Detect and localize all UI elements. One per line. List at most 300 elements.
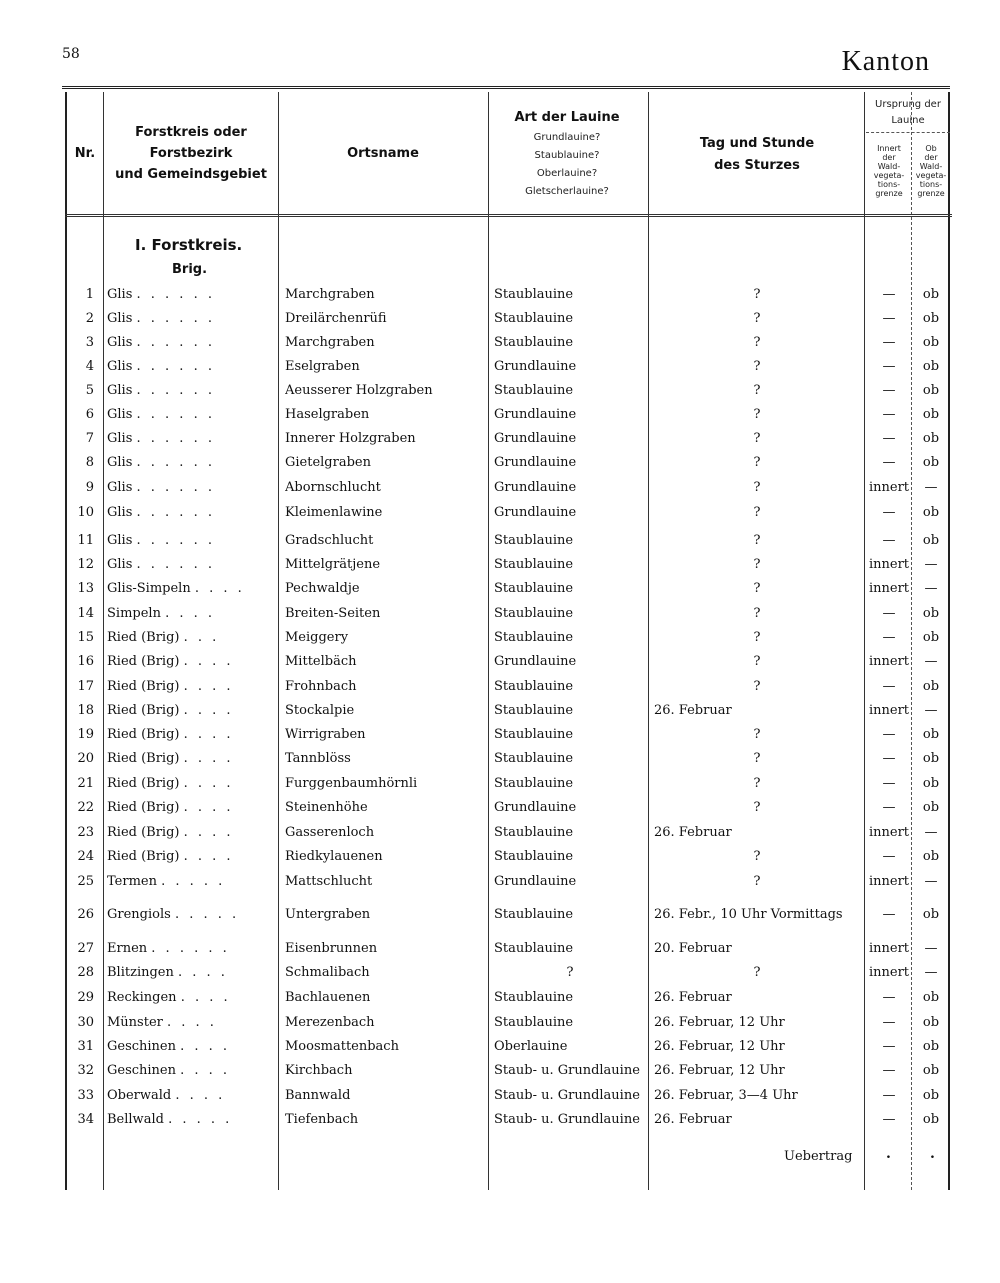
- cell-innert: —: [882, 679, 896, 694]
- cell-ortsname: Mittelgrätjene: [285, 557, 381, 572]
- cell-forstbezirk-name: Glis: [107, 335, 133, 350]
- cell-ortsname: Gradschlucht: [285, 533, 374, 548]
- table-row: [0, 748, 1000, 770]
- cell-nr: 29: [77, 990, 94, 1005]
- cell-tag: ?: [753, 335, 761, 350]
- cell-forstbezirk-name: Ried (Brig): [107, 800, 180, 815]
- cell-forstbezirk: [107, 284, 273, 306]
- header-separator: [65, 214, 952, 217]
- cell-ob: —: [924, 703, 938, 718]
- leader-dots: . . . .: [178, 965, 228, 980]
- cell-ortsname: Abornschlucht: [285, 480, 381, 495]
- cell-innert: —: [882, 287, 896, 302]
- cell-ortsname: Pechwaldje: [285, 581, 360, 596]
- cell-ortsname: Kirchbach: [285, 1063, 353, 1078]
- cell-forstbezirk: [107, 1060, 273, 1082]
- cell-forstbezirk: [107, 938, 273, 960]
- cell-tag: ?: [753, 407, 761, 422]
- cell-ob: ob: [922, 383, 940, 398]
- cell-innert: —: [882, 1063, 896, 1078]
- cell-nr: 17: [77, 679, 94, 694]
- leader-dots: . . . .: [194, 581, 245, 596]
- header-innert-line: grenze: [875, 189, 903, 198]
- cell-art: Staublauine: [494, 630, 574, 645]
- cell-innert: —: [882, 1088, 896, 1103]
- cell-ob: ob: [922, 849, 940, 864]
- leader-dots: . . . . . .: [136, 480, 215, 495]
- cell-forstbezirk: [107, 700, 273, 722]
- cell-art: Staublauine: [494, 727, 574, 742]
- cell-nr: 25: [77, 874, 94, 889]
- cell-art: Oberlauine: [494, 1039, 568, 1054]
- uebertrag-label: Uebertrag: [784, 1149, 853, 1164]
- leader-dots: . . . .: [165, 606, 216, 621]
- cell-art: Grundlauine: [494, 431, 577, 446]
- cell-forstbezirk: [107, 1036, 273, 1058]
- header-ob-line: grenze: [917, 189, 945, 198]
- cell-ortsname: Riedkylauenen: [285, 849, 383, 864]
- cell-forstbezirk: [107, 502, 273, 524]
- cell-nr: 12: [77, 557, 94, 572]
- leader-dots: . . . . . .: [136, 455, 215, 470]
- cell-forstbezirk-name: Glis: [107, 480, 133, 495]
- cell-ob: ob: [922, 455, 940, 470]
- cell-ortsname: Stockalpie: [285, 703, 355, 718]
- cell-tag: ?: [753, 311, 761, 326]
- table-row: [0, 1085, 1000, 1107]
- cell-forstbezirk: [107, 724, 273, 746]
- cell-art: Staub- u. Grundlauine: [494, 1063, 640, 1078]
- cell-art: Staublauine: [494, 383, 574, 398]
- cell-art: Staublauine: [494, 287, 574, 302]
- header-ursprung-line: Lauine: [891, 115, 925, 126]
- leader-dots: . . . .: [167, 1015, 217, 1030]
- cell-ob: ob: [922, 359, 940, 374]
- cell-nr: 11: [77, 533, 94, 548]
- cell-tag: ?: [753, 849, 761, 864]
- header-ursprung-rule: [866, 132, 950, 133]
- table-row: [0, 356, 1000, 378]
- cell-forstbezirk-name: Glis: [107, 557, 133, 572]
- cell-forstbezirk-name: Geschinen: [107, 1039, 176, 1054]
- leader-dots: . . . . . .: [136, 335, 215, 350]
- cell-nr: 13: [77, 581, 94, 596]
- header-art-title: Art der Lauine: [514, 110, 620, 125]
- page-heading: Kanton: [841, 46, 930, 77]
- cell-forstbezirk-name: Oberwald: [107, 1088, 172, 1103]
- cell-ortsname: Marchgraben: [285, 287, 375, 302]
- cell-art: Grundlauine: [494, 407, 577, 422]
- leader-dots: . . . .: [180, 990, 231, 1005]
- cell-art: Staublauine: [494, 776, 574, 791]
- cell-art: Grundlauine: [494, 800, 577, 815]
- cell-ortsname: Tannblöss: [285, 751, 351, 766]
- cell-art: Grundlauine: [494, 359, 577, 374]
- cell-forstbezirk: [107, 904, 273, 926]
- cell-ob: ob: [922, 679, 940, 694]
- cell-tag: ?: [753, 557, 761, 572]
- cell-innert: —: [882, 800, 896, 815]
- cell-tag: 26. Febr., 10 Uhr Vormittags: [654, 907, 843, 922]
- table-row: [0, 452, 1000, 474]
- cell-art: Staublauine: [494, 703, 574, 718]
- cell-forstbezirk-name: Ried (Brig): [107, 776, 180, 791]
- cell-nr: 5: [85, 383, 94, 398]
- cell-ob: —: [924, 941, 938, 956]
- cell-tag: ?: [753, 800, 761, 815]
- cell-forstbezirk: [107, 578, 273, 600]
- cell-art: Staub- u. Grundlauine: [494, 1088, 640, 1103]
- cell-ob: ob: [922, 335, 940, 350]
- table-row: [0, 428, 1000, 450]
- header-art-option: Oberlauine?: [536, 168, 598, 179]
- table-row: [0, 603, 1000, 625]
- cell-forstbezirk-name: Simpeln: [107, 606, 161, 621]
- cell-art: Staublauine: [494, 907, 574, 922]
- cell-tag: ?: [753, 505, 761, 520]
- leader-dots: . . . .: [183, 679, 234, 694]
- cell-forstbezirk: [107, 822, 273, 844]
- cell-innert: —: [882, 907, 896, 922]
- cell-forstbezirk-name: Geschinen: [107, 1063, 176, 1078]
- cell-innert: innert: [868, 480, 910, 495]
- cell-nr: 20: [77, 751, 94, 766]
- table-row: [0, 822, 1000, 844]
- cell-tag: 26. Februar: [654, 1112, 732, 1127]
- cell-forstbezirk: [107, 452, 273, 474]
- cell-ob: ob: [922, 431, 940, 446]
- cell-ob: ob: [922, 1112, 940, 1127]
- table-row: [0, 1060, 1000, 1082]
- cell-forstbezirk: [107, 603, 273, 625]
- header-art-option: Staublauine?: [534, 150, 600, 161]
- cell-tag: ?: [753, 727, 761, 742]
- cell-tag: ?: [753, 630, 761, 645]
- cell-forstbezirk: [107, 846, 273, 868]
- leader-dots: . . . . . .: [136, 287, 215, 302]
- cell-art: Staublauine: [494, 751, 574, 766]
- cell-forstbezirk-name: Termen: [107, 874, 157, 889]
- cell-forstbezirk-name: Ried (Brig): [107, 751, 180, 766]
- cell-innert: —: [882, 776, 896, 791]
- cell-forstbezirk: [107, 554, 273, 576]
- cell-innert: —: [882, 383, 896, 398]
- leader-dots: . . . . . .: [136, 557, 215, 572]
- cell-innert: innert: [868, 825, 910, 840]
- cell-tag: 26. Februar, 12 Uhr: [654, 1063, 785, 1078]
- cell-forstbezirk: [107, 748, 273, 770]
- cell-nr: 24: [77, 849, 94, 864]
- cell-forstbezirk-name: Grengiols: [107, 907, 171, 922]
- cell-ortsname: Tiefenbach: [285, 1112, 359, 1127]
- header-innert-line: vegeta-: [873, 171, 905, 180]
- cell-ob: ob: [922, 727, 940, 742]
- cell-tag: 26. Februar, 12 Uhr: [654, 1039, 785, 1054]
- cell-ortsname: Innerer Holzgraben: [285, 431, 416, 446]
- cell-ortsname: Bannwald: [285, 1088, 351, 1103]
- cell-forstbezirk: [107, 627, 273, 649]
- cell-nr: 21: [77, 776, 94, 791]
- cell-forstbezirk-name: Ried (Brig): [107, 703, 180, 718]
- cell-ob: —: [924, 581, 938, 596]
- table-row: [0, 724, 1000, 746]
- uebertrag-innert-mark: .: [886, 1146, 891, 1162]
- cell-forstbezirk-name: Münster: [107, 1015, 163, 1030]
- cell-art: Grundlauine: [494, 455, 577, 470]
- cell-art: Staublauine: [494, 825, 574, 840]
- leader-dots: . . . .: [175, 1088, 226, 1103]
- cell-ob: —: [924, 825, 938, 840]
- cell-ortsname: Mattschlucht: [285, 874, 373, 889]
- table-row: [0, 502, 1000, 524]
- cell-tag: ?: [753, 383, 761, 398]
- cell-ortsname: Untergraben: [285, 907, 371, 922]
- cell-forstbezirk: [107, 380, 273, 402]
- cell-tag: 26. Februar: [654, 990, 732, 1005]
- cell-art: Staublauine: [494, 311, 574, 326]
- cell-ortsname: Gietelgraben: [285, 455, 371, 470]
- leader-dots: . . . . . .: [136, 407, 215, 422]
- cell-art: Staublauine: [494, 679, 574, 694]
- cell-ob: ob: [922, 505, 940, 520]
- cell-innert: innert: [868, 703, 910, 718]
- leader-dots: . . . . .: [168, 1112, 233, 1127]
- cell-ortsname: Meiggery: [285, 630, 349, 645]
- header-nr: Nr.: [74, 146, 96, 161]
- leader-dots: . . . . . .: [136, 505, 215, 520]
- top-rule: [62, 86, 950, 89]
- table-row: [0, 797, 1000, 819]
- cell-art: Grundlauine: [494, 874, 577, 889]
- cell-forstbezirk: [107, 1109, 273, 1131]
- cell-tag: ?: [753, 480, 761, 495]
- cell-tag: ?: [753, 455, 761, 470]
- cell-ortsname: Steinenhöhe: [285, 800, 368, 815]
- header-ob-line: vegeta-: [915, 171, 947, 180]
- leader-dots: . . . . . .: [136, 533, 215, 548]
- cell-ortsname: Bachlauenen: [285, 990, 371, 1005]
- cell-ortsname: Dreilärchenrüfi: [285, 311, 387, 326]
- cell-ob: ob: [922, 533, 940, 548]
- cell-innert: —: [882, 606, 896, 621]
- cell-innert: —: [882, 630, 896, 645]
- cell-forstbezirk-name: Glis: [107, 383, 133, 398]
- cell-innert: —: [882, 1015, 896, 1030]
- cell-forstbezirk-name: Blitzingen: [107, 965, 174, 980]
- cell-ortsname: Furggenbaumhörnli: [285, 776, 418, 791]
- cell-nr: 4: [85, 359, 94, 374]
- cell-ortsname: Eisenbrunnen: [285, 941, 378, 956]
- cell-ob: ob: [922, 776, 940, 791]
- cell-forstbezirk-name: Bellwald: [107, 1112, 164, 1127]
- cell-nr: 34: [77, 1112, 94, 1127]
- table-row: [0, 676, 1000, 698]
- cell-forstbezirk-name: Ried (Brig): [107, 654, 180, 669]
- cell-innert: —: [882, 990, 896, 1005]
- leader-dots: . . . .: [183, 800, 234, 815]
- cell-ob: ob: [922, 751, 940, 766]
- cell-innert: —: [882, 407, 896, 422]
- cell-nr: 27: [77, 941, 94, 956]
- table-row: [0, 530, 1000, 552]
- cell-forstbezirk-name: Glis: [107, 359, 133, 374]
- leader-dots: . . . . .: [161, 874, 226, 889]
- cell-tag: 26. Februar: [654, 703, 732, 718]
- cell-ob: ob: [922, 800, 940, 815]
- cell-nr: 28: [77, 965, 94, 980]
- cell-innert: innert: [868, 941, 910, 956]
- table-row: [0, 380, 1000, 402]
- cell-tag: ?: [753, 679, 761, 694]
- header-innert-line: der: [882, 153, 896, 162]
- cell-ob: ob: [922, 990, 940, 1005]
- cell-tag: ?: [753, 359, 761, 374]
- cell-art: Staublauine: [494, 533, 574, 548]
- header-innert-line: Wald-: [877, 162, 901, 171]
- cell-innert: —: [882, 1112, 896, 1127]
- cell-nr: 14: [77, 606, 94, 621]
- leader-dots: . . . .: [183, 703, 234, 718]
- cell-art: Staublauine: [494, 990, 574, 1005]
- leader-dots: . . . . . .: [151, 941, 230, 956]
- cell-forstbezirk-name: Glis: [107, 431, 133, 446]
- cell-innert: —: [882, 335, 896, 350]
- leader-dots: . . . . . .: [136, 359, 215, 374]
- cell-forstbezirk: [107, 962, 273, 984]
- cell-innert: —: [882, 1039, 896, 1054]
- table-row: [0, 308, 1000, 330]
- cell-tag: 26. Februar, 12 Uhr: [654, 1015, 785, 1030]
- cell-art: Staublauine: [494, 606, 574, 621]
- cell-tag: ?: [753, 431, 761, 446]
- cell-tag: 26. Februar, 3—4 Uhr: [654, 1088, 798, 1103]
- cell-nr: 32: [77, 1063, 94, 1078]
- cell-art: Staublauine: [494, 581, 574, 596]
- cell-forstbezirk-name: Glis: [107, 533, 133, 548]
- table-row: [0, 332, 1000, 354]
- cell-ortsname: Haselgraben: [285, 407, 370, 422]
- cell-nr: 10: [77, 505, 94, 520]
- cell-ortsname: Aeusserer Holzgraben: [285, 383, 433, 398]
- cell-ob: ob: [922, 1039, 940, 1054]
- cell-forstbezirk-name: Ried (Brig): [107, 679, 180, 694]
- cell-ortsname: Marchgraben: [285, 335, 375, 350]
- cell-ob: ob: [922, 630, 940, 645]
- cell-forstbezirk-name: Glis: [107, 505, 133, 520]
- cell-forstbezirk-name: Glis: [107, 455, 133, 470]
- cell-ob: ob: [922, 1015, 940, 1030]
- leader-dots: . . . .: [183, 825, 234, 840]
- cell-nr: 22: [77, 800, 94, 815]
- cell-ortsname: Breiten-Seiten: [285, 606, 381, 621]
- cell-art: Grundlauine: [494, 654, 577, 669]
- header-ob-line: der: [924, 153, 938, 162]
- cell-tag: ?: [753, 751, 761, 766]
- cell-tag: ?: [753, 287, 761, 302]
- table-row: [0, 904, 1000, 926]
- cell-ortsname: Frohnbach: [285, 679, 357, 694]
- cell-art: Grundlauine: [494, 505, 577, 520]
- cell-forstbezirk: [107, 651, 273, 673]
- cell-ob: —: [924, 874, 938, 889]
- uebertrag-ob-mark: .: [930, 1146, 935, 1162]
- table-row: [0, 987, 1000, 1009]
- cell-ob: ob: [922, 606, 940, 621]
- cell-innert: —: [882, 751, 896, 766]
- cell-forstbezirk: [107, 871, 273, 893]
- cell-art: Staublauine: [494, 557, 574, 572]
- cell-forstbezirk-name: Ried (Brig): [107, 825, 180, 840]
- table-row: [0, 477, 1000, 499]
- cell-nr: 16: [77, 654, 94, 669]
- header-tag-line: Tag und Stunde: [699, 136, 815, 151]
- cell-nr: 6: [85, 407, 94, 422]
- header-ortsname: Ortsname: [347, 146, 419, 161]
- header-forstkreis-line: Forstbezirk: [149, 146, 233, 161]
- cell-forstbezirk: [107, 356, 273, 378]
- header-tag-line: des Sturzes: [714, 158, 800, 173]
- cell-forstbezirk-name: Glis-Simpeln: [107, 581, 191, 596]
- cell-art: Staublauine: [494, 849, 574, 864]
- cell-tag: ?: [753, 606, 761, 621]
- cell-art: Staublauine: [494, 335, 574, 350]
- leader-dots: . . . .: [180, 1063, 231, 1078]
- cell-innert: innert: [868, 874, 910, 889]
- cell-tag: 20. Februar: [654, 941, 732, 956]
- section-title: I. Forstkreis.: [135, 236, 243, 254]
- header-forstkreis-line: und Gemeindsgebiet: [115, 167, 267, 182]
- cell-ortsname: Gasserenloch: [285, 825, 375, 840]
- leader-dots: . . . .: [180, 1039, 231, 1054]
- leader-dots: . . . . . .: [136, 383, 215, 398]
- header-ob-line: Ob: [925, 144, 937, 153]
- leader-dots: . . . . . .: [136, 311, 215, 326]
- table-row: [0, 1036, 1000, 1058]
- header-art-option: Gletscherlauine?: [525, 186, 609, 197]
- header-ob-line: Wald-: [919, 162, 943, 171]
- cell-innert: —: [882, 505, 896, 520]
- table-row: [0, 578, 1000, 600]
- cell-forstbezirk: [107, 428, 273, 450]
- leader-dots: . . . . .: [174, 907, 240, 922]
- header-innert-line: Innert: [877, 144, 901, 153]
- cell-forstbezirk-name: Glis: [107, 311, 133, 326]
- cell-innert: —: [882, 533, 896, 548]
- cell-art: Staub- u. Grundlauine: [494, 1112, 640, 1127]
- section-subtitle: Brig.: [172, 262, 208, 277]
- cell-ob: —: [924, 965, 938, 980]
- table-row: [0, 627, 1000, 649]
- cell-nr: 30: [77, 1015, 94, 1030]
- table-row: [0, 284, 1000, 306]
- cell-ortsname: Moosmattenbach: [285, 1039, 399, 1054]
- cell-nr: 2: [85, 311, 94, 326]
- leader-dots: . . . .: [183, 849, 234, 864]
- cell-tag: ?: [753, 581, 761, 596]
- cell-nr: 18: [77, 703, 94, 718]
- cell-forstbezirk: [107, 1085, 273, 1107]
- cell-nr: 19: [77, 727, 94, 742]
- cell-forstbezirk-name: Glis: [107, 407, 133, 422]
- cell-forstbezirk: [107, 530, 273, 552]
- cell-tag: ?: [753, 874, 761, 889]
- cell-tag: ?: [753, 654, 761, 669]
- leader-dots: . . . . . .: [136, 431, 215, 446]
- cell-forstbezirk-name: Ernen: [107, 941, 148, 956]
- cell-forstbezirk: [107, 987, 273, 1009]
- leader-dots: . . . .: [183, 751, 234, 766]
- cell-ortsname: Kleimenlawine: [285, 505, 383, 520]
